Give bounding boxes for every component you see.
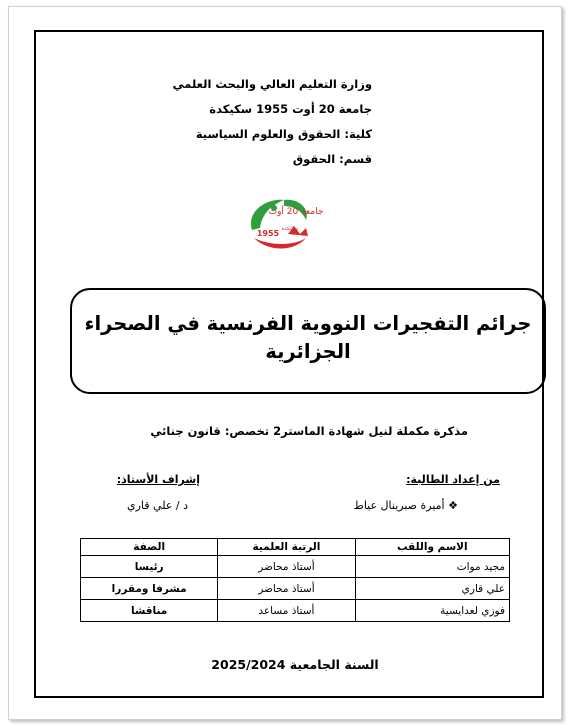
- table-header-row: [81, 539, 510, 556]
- university-logo-icon: [244, 194, 324, 256]
- member-role: مشرفا ومقررا: [81, 578, 218, 600]
- member-rank: أستاذ مساعد: [218, 600, 355, 622]
- thesis-subtitle: مذكرة مكملة لنيل شهادة الماستر2 تخصص: قانون جنائي: [150, 424, 468, 438]
- ministry-line: وزارة التعليم العالي والبحث العلمي: [172, 77, 372, 91]
- member-name: فوزي لعدايسية: [355, 600, 509, 622]
- department-line: قسم: الحقوق: [292, 152, 372, 166]
- faculty-line: كلية: الحقوق والعلوم السياسية: [195, 127, 372, 141]
- prepared-by-label: من إعداد الطالبة:: [406, 473, 500, 486]
- student-name-line: [320, 499, 458, 512]
- thesis-title-box: [70, 288, 546, 394]
- header-block: [60, 72, 372, 172]
- student-name: أميرة صبرينال عياط: [353, 499, 445, 512]
- table-row: [81, 556, 510, 578]
- header-rank: الرتبة العلمية: [218, 539, 355, 556]
- university-line: جامعة 20 أوت 1955 سكيكدة: [209, 102, 372, 116]
- member-role: مناقشا: [81, 600, 218, 622]
- bullet-icon: ❖: [448, 499, 458, 512]
- logo-text-arabic: جامعة 20 أوت: [268, 207, 324, 217]
- supervisor-name: د / علي قاري: [127, 499, 188, 512]
- header-role: الصفة: [81, 539, 218, 556]
- thesis-title-line2: الجزائرية: [265, 340, 351, 363]
- member-name: علي قاري: [355, 578, 509, 600]
- logo-text-city: سكيكدة: [281, 226, 299, 232]
- header-name: الاسم واللقب: [355, 539, 509, 556]
- logo-text-year: 1955: [256, 229, 280, 238]
- member-role: رئيسا: [81, 556, 218, 578]
- member-rank: أستاذ محاضر: [218, 556, 355, 578]
- table-row: [81, 600, 510, 622]
- supervisor-label: إشراف الأستاذ:: [116, 473, 200, 486]
- committee-table: [80, 538, 510, 622]
- member-name: مجيد موات: [355, 556, 509, 578]
- thesis-title-line1: جرائم التفجيرات النووية الفرنسية في الصحراء: [84, 312, 532, 335]
- member-rank: أستاذ محاضر: [218, 578, 355, 600]
- academic-year: السنة الجامعية 2025/2024: [211, 657, 379, 672]
- table-row: [81, 578, 510, 600]
